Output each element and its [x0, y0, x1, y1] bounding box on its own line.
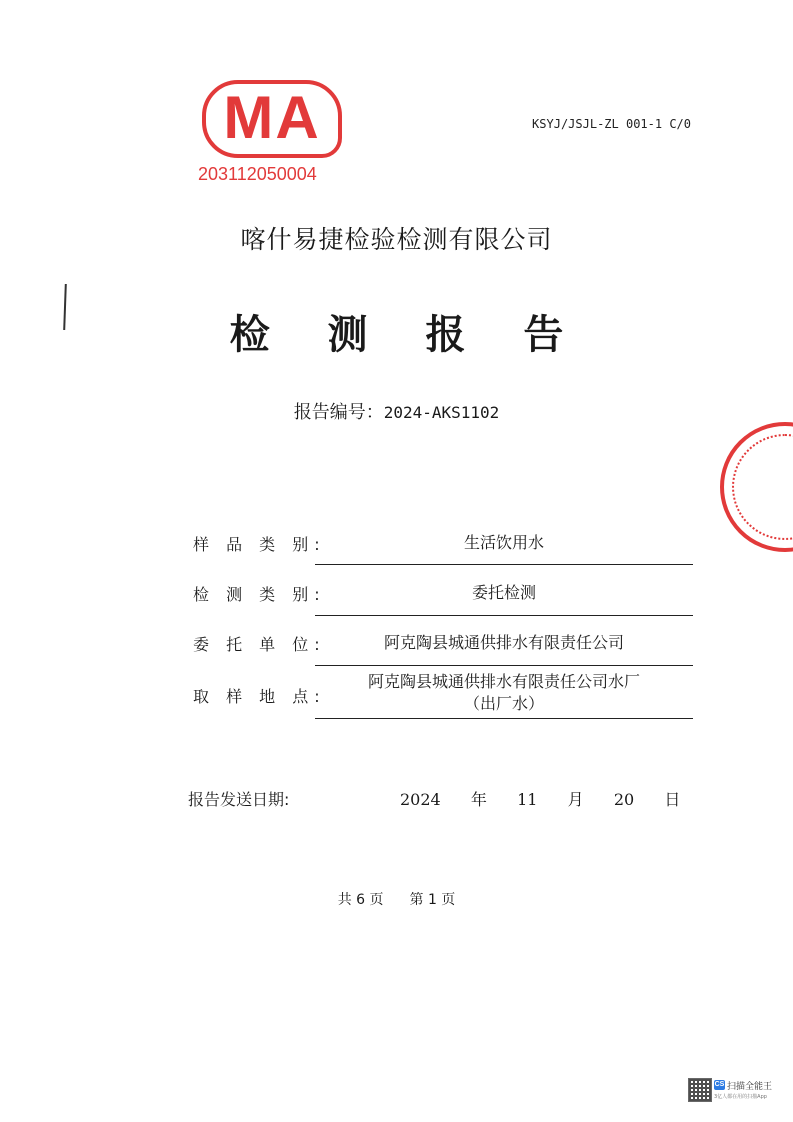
- scanner-app-name: 扫描全能王: [727, 1082, 773, 1092]
- field-underline: [315, 564, 693, 565]
- send-date-year: 2024: [400, 790, 441, 809]
- field-underline: [315, 665, 693, 666]
- company-name: 喀什易捷检验检测有限公司: [240, 225, 553, 254]
- scanner-tagline: 3亿人都在用的扫描App: [714, 1094, 767, 1100]
- send-date-day-unit: 日: [664, 790, 681, 809]
- ma-certification-stamp: [198, 78, 343, 190]
- report-title: 检 测 报 告: [229, 312, 586, 358]
- ma-mark: MA: [202, 80, 342, 158]
- field-value-line1: 阿克陶县城通供排水有限责任公司水厂: [367, 672, 640, 691]
- camscanner-logo-icon: CS: [714, 1081, 725, 1088]
- field-label: 取 样 地 点:: [193, 687, 326, 706]
- report-number-value: 2024-AKS1102: [383, 403, 500, 422]
- send-date: [400, 787, 680, 810]
- send-date-year-unit: 年: [470, 790, 487, 809]
- field-value: 委托检测: [471, 583, 536, 602]
- send-date-month: 11: [517, 790, 538, 809]
- qr-code-icon: [688, 1078, 712, 1102]
- document-code: KSYJ/JSJL-ZL 001-1 C/0: [532, 117, 691, 131]
- report-number-label: 报告编号：: [293, 402, 384, 423]
- send-date-day: 20: [613, 790, 635, 809]
- field-underline: [315, 615, 693, 616]
- page-count: [0, 889, 793, 909]
- red-seal-inner-ring: [732, 434, 793, 540]
- send-date-label: 报告发送日期:: [188, 790, 290, 809]
- field-value: [315, 671, 693, 715]
- field-underline: [315, 718, 693, 719]
- field-value: 阿克陶县城通供排水有限责任公司: [383, 633, 624, 652]
- send-date-month-unit: 月: [567, 790, 584, 809]
- field-label: 检 测 类 别:: [193, 585, 326, 604]
- field-value-line2: （出厂水）: [463, 694, 544, 713]
- field-value: 生活饮用水: [463, 533, 544, 552]
- scanner-watermark: [688, 1078, 780, 1104]
- report-number: [0, 398, 793, 424]
- ma-certificate-number: 203112050004: [198, 164, 317, 184]
- field-label: 委 托 单 位:: [193, 635, 326, 654]
- field-label: 样 品 类 别:: [193, 535, 326, 554]
- page-total: 共 6 页: [337, 892, 384, 908]
- page-current: 第 1 页: [409, 892, 456, 908]
- red-seal: [720, 422, 793, 552]
